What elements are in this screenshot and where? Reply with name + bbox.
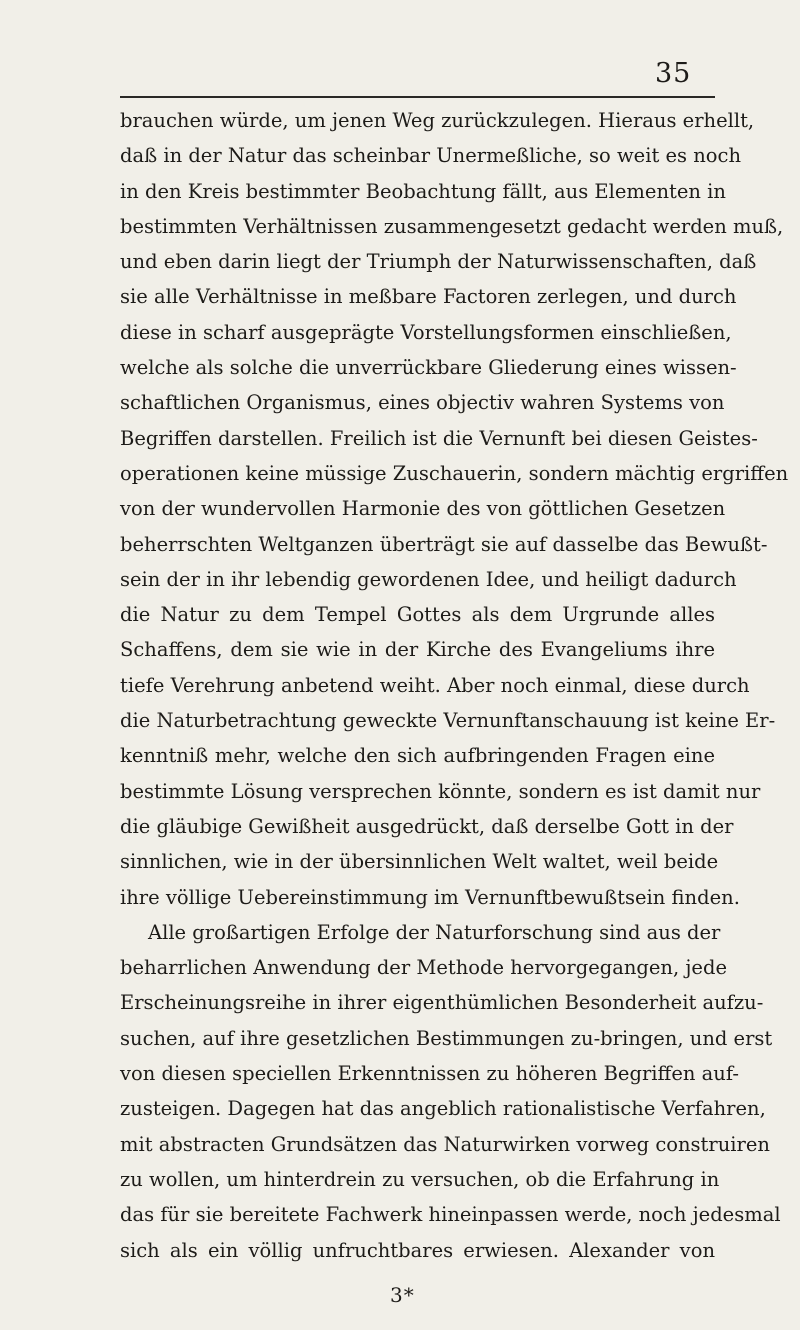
text-line: in den Kreis bestimmter Beobachtung fällt, aus Elementen in <box>120 179 726 203</box>
text-line: bestimmten Verhältnissen zusammengesetzt gedacht werden muß, <box>120 214 784 238</box>
text-line: zu wollen, um hinterdrein zu versuchen, ob die Erfahrung in <box>120 1167 720 1191</box>
signature-mark: 3* <box>390 1283 415 1307</box>
text-line: tiefe Verehrung anbetend weiht. Aber noch einmal, diese durch <box>120 673 750 697</box>
text-line: schaftlichen Organismus, eines objectiv wahren Systems von <box>120 391 725 415</box>
text-line: Schaffens, dem sie wie in der Kirche des Evangeliums ihre <box>120 638 715 662</box>
text-line: diese in scharf ausgeprägte Vorstellungsformen einschließen, <box>120 320 732 344</box>
text-line: sein der in ihr lebendig gewordenen Idee, und heiligt dadurch <box>120 567 737 591</box>
text-line: sie alle Verhältnisse in meßbare Factoren zerlegen, und durch <box>120 285 737 309</box>
text-line: die Natur zu dem Tempel Gottes als dem Urgrunde alles <box>120 603 715 627</box>
text-line: beharrlichen Anwendung der Methode hervorgegangen, jede <box>120 956 727 980</box>
text-line: beherrschten Weltganzen überträgt sie auf dasselbe das Bewußt- <box>120 532 768 556</box>
text-line: welche als solche die unverrückbare Gliederung eines wissen- <box>120 356 737 380</box>
text-line: sinnlichen, wie in der übersinnlichen Welt waltet, weil beide <box>120 850 719 874</box>
text-line: die gläubige Gewißheit ausgedrückt, daß derselbe Gott in der <box>120 814 734 838</box>
page-number: 35 <box>655 58 692 89</box>
text-line: mit abstracten Grundsätzen das Naturwirken vorweg construiren <box>120 1132 770 1156</box>
text-line: Begriffen darstellen. Freilich ist die Vernunft bei diesen Geistes- <box>120 426 758 450</box>
text-line: sich als ein völlig unfruchtbares erwiesen. Alexander von <box>120 1238 715 1262</box>
text-line: Erscheinungsreihe in ihrer eigenthümlichen Besonderheit aufzu- <box>120 991 764 1015</box>
text-line: suchen, auf ihre gesetzlichen Bestimmungen zu-bringen, und erst <box>120 1026 773 1050</box>
text-line: die Naturbetrachtung geweckte Vernunftanschauung ist keine Er- <box>120 709 776 733</box>
text-line: bestimmte Lösung versprechen könnte, sondern es ist damit nur <box>120 779 761 803</box>
header-rule <box>120 96 715 98</box>
text-line: kenntniß mehr, welche den sich aufbringenden Fragen eine <box>120 744 715 768</box>
text-line: brauchen würde, um jenen Weg zurückzulegen. Hieraus erhellt, <box>120 109 755 132</box>
text-line: das für sie bereitete Fachwerk hineinpassen werde, noch jedesmal <box>120 1203 781 1227</box>
text-line: daß in der Natur das scheinbar Unermeßliche, so weit es noch <box>120 144 742 168</box>
paragraph-start-line: Alle großartigen Erfolge der Naturforschung sind aus der <box>148 920 721 944</box>
text-line: zusteigen. Dagegen hat das angeblich rationalistische Verfahren, <box>120 1097 766 1121</box>
text-line: ihre völlige Uebereinstimmung im Vernunftbewußtsein finden. <box>120 885 740 909</box>
body-text <box>120 103 789 1268</box>
text-line: operationen keine müssige Zuschauerin, sondern mächtig ergriffen <box>120 461 789 485</box>
text-line: von der wundervollen Harmonie des von göttlichen Gesetzen <box>120 497 726 521</box>
text-line: und eben darin liegt der Triumph der Naturwissenschaften, daß <box>120 250 757 274</box>
text-line: von diesen speciellen Erkenntnissen zu höheren Begriffen auf- <box>120 1062 739 1086</box>
